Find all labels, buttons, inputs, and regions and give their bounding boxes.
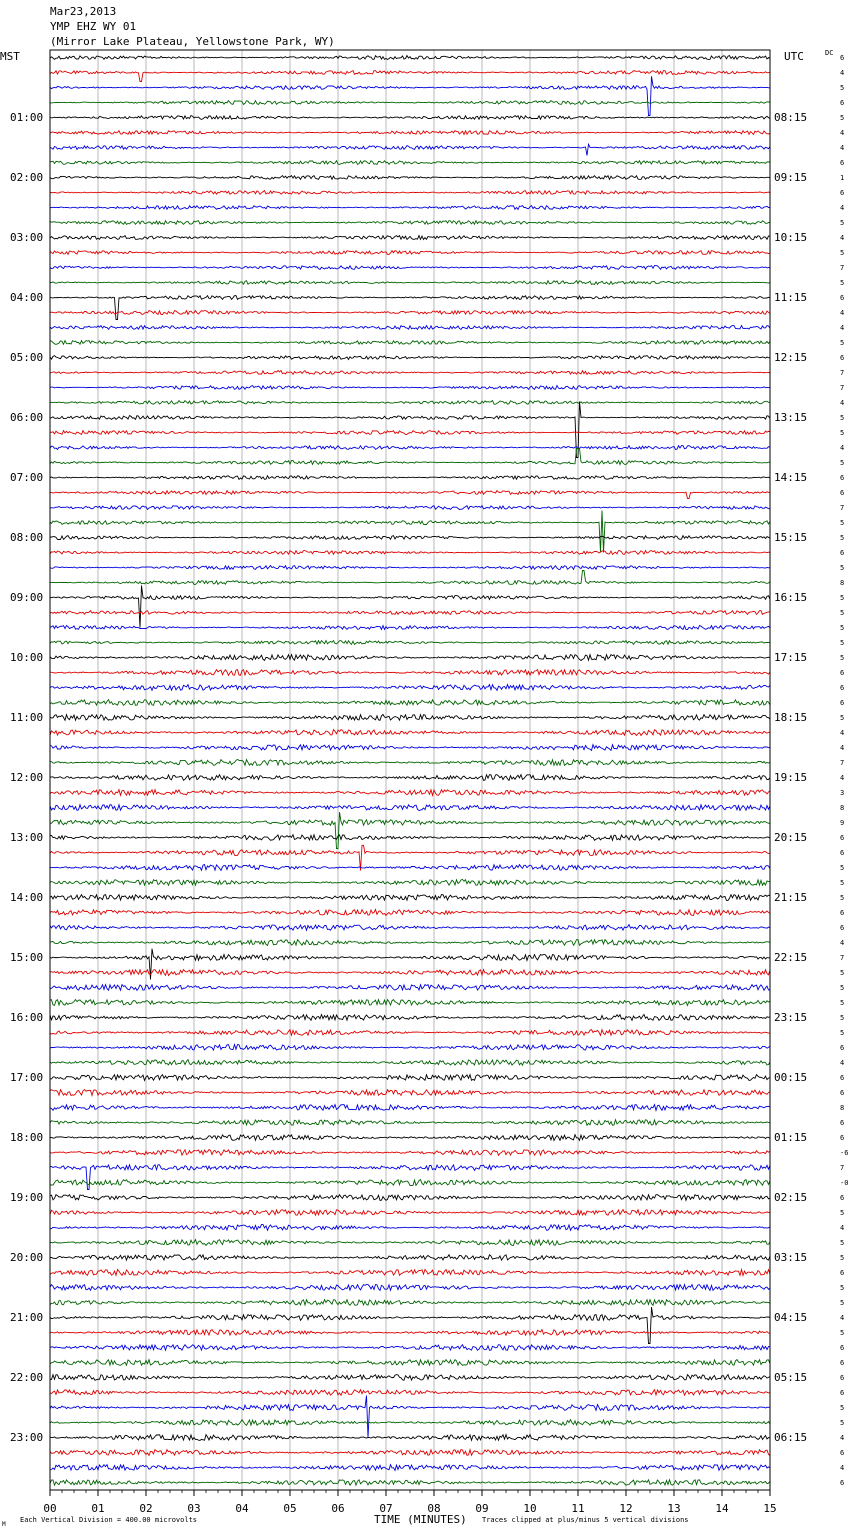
right-hour-label: 18:15	[774, 710, 808, 724]
dc-offset-value: 4	[840, 323, 845, 332]
vertical-division-note: Each Vertical Division = 400.00 microvolts	[20, 1516, 198, 1524]
dc-offset-value: 5	[840, 968, 845, 977]
left-hour-label: 16:00	[10, 1010, 44, 1024]
dc-offset-value: 7	[840, 263, 845, 272]
dc-offset-value: 4	[840, 773, 845, 782]
dc-offset-value: 4	[840, 233, 845, 242]
dc-offset-value: 1	[840, 173, 845, 182]
seismic-trace	[50, 730, 770, 736]
left-hour-label: 05:00	[10, 350, 44, 364]
left-hour-label: 10:00	[10, 650, 44, 664]
dc-offset-value: 5	[840, 638, 845, 647]
dc-offset-value: 4	[840, 398, 845, 407]
seismic-trace	[50, 586, 770, 628]
seismic-trace	[50, 1180, 770, 1186]
right-hour-label: 06:15	[774, 1430, 808, 1444]
dc-offset-value: 5	[840, 713, 845, 722]
dc-offset-value: 6	[840, 1388, 845, 1397]
station-name: YMP EHZ WY 01	[50, 20, 137, 33]
dc-offset-value: 4	[840, 203, 845, 212]
seismic-trace	[50, 1330, 770, 1336]
right-hour-label: 16:15	[774, 590, 808, 604]
x-tick-label: 12	[619, 1502, 633, 1515]
seismic-trace	[50, 56, 770, 60]
dc-offset-value: 5	[840, 1238, 845, 1247]
x-tick-label: 00	[43, 1502, 57, 1515]
seismic-trace	[50, 641, 770, 645]
dc-offset-value: 6	[840, 188, 845, 197]
dc-offset-value: 5	[840, 608, 845, 617]
dc-offset-value: 6	[840, 1193, 845, 1202]
seismic-trace	[50, 296, 770, 320]
seismic-trace	[50, 835, 770, 841]
dc-offset-value: 5	[840, 998, 845, 1007]
dc-offset-value: 5	[840, 623, 845, 632]
seismic-trace	[50, 191, 770, 195]
dc-offset-value: 5	[840, 1328, 845, 1337]
seismic-trace	[50, 865, 770, 871]
left-timezone-label: MST	[0, 50, 20, 63]
seismic-trace	[50, 925, 770, 931]
x-tick-label: 09	[475, 1502, 489, 1515]
seismic-trace	[50, 536, 770, 540]
dc-offset-value: 5	[840, 1253, 845, 1262]
seismic-trace	[50, 775, 770, 781]
left-hour-label: 08:00	[10, 530, 44, 544]
seismic-trace	[50, 1000, 770, 1006]
left-hour-label: 17:00	[10, 1070, 44, 1084]
dc-column-label: DC	[825, 49, 834, 57]
seismic-trace	[50, 1300, 770, 1306]
right-hour-label: 21:15	[774, 890, 808, 904]
seismic-trace	[50, 251, 770, 255]
right-hour-label: 10:15	[774, 230, 808, 244]
seismic-trace	[50, 326, 770, 330]
right-hour-label: 04:15	[774, 1310, 808, 1324]
seismic-trace	[50, 812, 770, 848]
x-tick-label: 08	[427, 1502, 441, 1515]
seismic-trace	[50, 1345, 770, 1351]
x-tick-label: 04	[235, 1502, 249, 1515]
dc-offset-value: 6	[840, 293, 845, 302]
right-hour-label: 14:15	[774, 470, 808, 484]
seismic-trace	[50, 910, 770, 916]
seismic-trace	[50, 940, 770, 946]
x-axis-ticks	[50, 1490, 770, 1496]
dc-offset-value: 5	[840, 338, 845, 347]
plot-frame	[50, 50, 770, 1490]
seismic-trace	[50, 446, 770, 450]
seismic-trace	[50, 1075, 770, 1081]
dc-offset-value: 5	[840, 1013, 845, 1022]
seismic-trace	[50, 1090, 770, 1096]
x-tick-label: 06	[331, 1502, 345, 1515]
seismic-trace	[50, 1450, 770, 1456]
clipping-note: Traces clipped at plus/minus 5 vertical divisions	[482, 1516, 689, 1524]
seismic-trace	[50, 236, 770, 240]
right-hour-label: 09:15	[774, 170, 808, 184]
dc-offset-value: 5	[840, 863, 845, 872]
dc-offset-value: 5	[840, 1283, 845, 1292]
dc-offset-value: 5	[840, 878, 845, 887]
dc-offset-value: 6	[840, 1118, 845, 1127]
left-hour-label: 09:00	[10, 590, 44, 604]
x-tick-label: 05	[283, 1502, 297, 1515]
right-hour-label: 11:15	[774, 290, 808, 304]
dc-offset-value: 6	[840, 1268, 845, 1277]
seismic-trace	[50, 760, 770, 766]
seismic-trace	[50, 431, 770, 435]
dc-offset-value: 4	[840, 728, 845, 737]
seismic-trace	[50, 144, 770, 155]
dc-offset-value: 4	[840, 443, 845, 452]
seismic-trace	[50, 1396, 770, 1438]
seismic-trace	[50, 1060, 770, 1066]
dc-offset-value: 5	[840, 893, 845, 902]
right-hour-label: 02:15	[774, 1190, 808, 1204]
right-hour-label: 19:15	[774, 770, 808, 784]
seismic-trace	[50, 1150, 770, 1156]
seismic-trace	[50, 551, 770, 555]
right-hour-label: 23:15	[774, 1010, 808, 1024]
dc-offset-value: 4	[840, 1223, 845, 1232]
dc-offset-value: 6	[840, 548, 845, 557]
x-tick-label: 01	[91, 1502, 105, 1515]
right-hour-label: 22:15	[774, 950, 808, 964]
left-hour-label: 15:00	[10, 950, 44, 964]
seismic-trace	[50, 1465, 770, 1471]
dc-offset-value: 4	[840, 68, 845, 77]
seismic-trace	[50, 700, 770, 706]
right-hour-label: 17:15	[774, 650, 808, 664]
seismic-trace	[50, 949, 770, 980]
dc-offset-value: 7	[840, 503, 845, 512]
dc-offset-value: 5	[840, 653, 845, 662]
seismic-trace	[50, 1015, 770, 1021]
dc-offset-value: -0	[840, 1178, 849, 1187]
seismic-trace	[50, 571, 770, 585]
seismic-trace	[50, 655, 770, 661]
seismic-trace	[50, 1390, 770, 1396]
dc-offset-value: 6	[840, 1043, 845, 1052]
seismic-trace	[50, 476, 770, 480]
dc-offset-value: 5	[840, 1418, 845, 1427]
seismic-trace	[50, 1307, 770, 1343]
dc-offset-value: 5	[840, 428, 845, 437]
dc-offset-value: 5	[840, 1028, 845, 1037]
seismic-trace	[50, 71, 770, 82]
dc-offset-value: 5	[840, 593, 845, 602]
x-tick-label: 14	[715, 1502, 729, 1515]
dc-offset-value: 3	[840, 788, 845, 797]
seismic-trace	[50, 116, 770, 120]
right-hour-label: 03:15	[774, 1250, 808, 1264]
left-hour-label: 14:00	[10, 890, 44, 904]
dc-offset-value: 4	[840, 128, 845, 137]
dc-offset-value: 4	[840, 143, 845, 152]
dc-offset-value: 6	[840, 698, 845, 707]
seismic-trace	[50, 805, 770, 811]
left-hour-label: 11:00	[10, 710, 44, 724]
left-hour-label: 03:00	[10, 230, 44, 244]
seismic-trace	[50, 206, 770, 210]
seismic-trace	[50, 1225, 770, 1231]
right-hour-label: 08:15	[774, 110, 808, 124]
dc-offset-value: 8	[840, 1103, 845, 1112]
seismic-trace	[50, 449, 770, 465]
dc-offset-value: -6	[840, 1148, 849, 1157]
dc-offset-value: 5	[840, 248, 845, 257]
left-hour-label: 04:00	[10, 290, 44, 304]
dc-offset-value: 5	[840, 518, 845, 527]
seismic-trace	[50, 685, 770, 691]
seismic-trace	[50, 1375, 770, 1381]
seismic-trace	[50, 1435, 770, 1441]
dc-offset-value: 6	[840, 908, 845, 917]
dc-offset-value: 6	[840, 353, 845, 362]
left-hour-label: 12:00	[10, 770, 44, 784]
seismic-trace	[50, 511, 770, 553]
seismic-trace	[50, 1255, 770, 1261]
dc-offset-value: 6	[840, 1343, 845, 1352]
seismic-trace	[50, 402, 770, 458]
corner-mark: M	[2, 1521, 6, 1528]
dc-offset-value: 5	[840, 413, 845, 422]
dc-offset-value: 6	[840, 1088, 845, 1097]
dc-offset-value: 5	[840, 983, 845, 992]
x-tick-label: 07	[379, 1502, 393, 1515]
seismic-trace	[50, 1105, 770, 1111]
seismic-traces	[50, 56, 770, 1486]
dc-offset-value: 5	[840, 458, 845, 467]
dc-offset-value: 4	[840, 1313, 845, 1322]
dc-offset-value: 6	[840, 98, 845, 107]
seismic-trace	[50, 1240, 770, 1246]
dc-offset-value: 4	[840, 1058, 845, 1067]
x-tick-label: 03	[187, 1502, 201, 1515]
dc-offset-value: 6	[840, 923, 845, 932]
seismic-trace	[50, 506, 770, 510]
seismic-trace	[50, 221, 770, 225]
seismic-trace	[50, 895, 770, 901]
seismic-trace	[50, 341, 770, 345]
seismic-trace	[50, 566, 770, 570]
dc-offset-value: 4	[840, 1433, 845, 1442]
dc-offset-value: 6	[840, 848, 845, 857]
right-hour-label: 12:15	[774, 350, 808, 364]
x-tick-label: 13	[667, 1502, 681, 1515]
left-hour-label: 01:00	[10, 110, 44, 124]
dc-offset-value: 6	[840, 1373, 845, 1382]
seismic-trace	[50, 715, 770, 721]
dc-offset-value: 5	[840, 278, 845, 287]
dc-offset-value: 7	[840, 368, 845, 377]
dc-offset-value: 5	[840, 533, 845, 542]
seismic-trace	[50, 281, 770, 285]
seismic-trace	[50, 1420, 770, 1426]
seismic-trace	[50, 1210, 770, 1216]
seismic-trace	[50, 1120, 770, 1126]
seismic-trace	[50, 970, 770, 976]
seismic-trace	[50, 880, 770, 886]
record-date: Mar23,2013	[50, 5, 117, 18]
seismic-trace	[50, 76, 770, 115]
dc-offset-value: 8	[840, 803, 845, 812]
seismic-trace	[50, 1045, 770, 1051]
seismic-trace	[50, 101, 770, 105]
dc-offset-value: 6	[840, 668, 845, 677]
x-tick-label: 10	[523, 1502, 537, 1515]
seismic-trace	[50, 401, 770, 405]
dc-offset-value: 4	[840, 938, 845, 947]
seismic-trace	[50, 1030, 770, 1036]
dc-offset-value: 4	[840, 308, 845, 317]
left-hour-label: 23:00	[10, 1430, 44, 1444]
dc-offset-value: 5	[840, 1208, 845, 1217]
dc-offset-value: 6	[840, 473, 845, 482]
x-tick-label: 11	[571, 1502, 585, 1515]
seismic-trace	[50, 386, 770, 390]
dc-offset-value: 6	[840, 1133, 845, 1142]
left-hour-label: 07:00	[10, 470, 44, 484]
dc-offset-value: 6	[840, 158, 845, 167]
right-hour-label: 15:15	[774, 530, 808, 544]
right-hour-label: 00:15	[774, 1070, 808, 1084]
vertical-gridlines	[98, 50, 722, 1490]
dc-offset-value: 6	[840, 1358, 845, 1367]
dc-offset-value: 5	[840, 1298, 845, 1307]
dc-offset-value: 7	[840, 383, 845, 392]
seismic-trace	[50, 1135, 770, 1141]
right-hour-label: 13:15	[774, 410, 808, 424]
left-hour-label: 19:00	[10, 1190, 44, 1204]
seismic-trace	[50, 176, 770, 180]
dc-offset-value: 6	[840, 1073, 845, 1082]
seismic-trace	[50, 491, 770, 499]
seismic-trace	[50, 266, 770, 270]
right-hour-label: 20:15	[774, 830, 808, 844]
left-hour-label: 06:00	[10, 410, 44, 424]
seismic-trace	[50, 1480, 770, 1486]
left-hour-label: 02:00	[10, 170, 44, 184]
seismic-trace	[50, 161, 770, 165]
dc-offset-value: 7	[840, 953, 845, 962]
dc-offset-value: 8	[840, 578, 845, 587]
seismic-trace	[50, 745, 770, 751]
seismic-trace	[50, 1270, 770, 1276]
seismic-trace	[50, 670, 770, 676]
left-hour-label: 18:00	[10, 1130, 44, 1144]
dc-offset-value: 4	[840, 743, 845, 752]
left-hour-label: 20:00	[10, 1250, 44, 1264]
dc-offset-value: 5	[840, 1403, 845, 1412]
seismic-trace	[50, 611, 770, 615]
left-hour-label: 22:00	[10, 1370, 44, 1384]
right-hour-label: 05:15	[774, 1370, 808, 1384]
seismic-trace	[50, 1285, 770, 1291]
seismic-trace	[50, 626, 770, 630]
seismic-trace	[50, 356, 770, 360]
dc-offset-value: 5	[840, 563, 845, 572]
seismic-trace	[50, 1195, 770, 1201]
station-location: (Mirror Lake Plateau, Yellowstone Park, WY)	[50, 35, 335, 48]
dc-offset-value: 4	[840, 1463, 845, 1472]
dc-offset-value: 6	[840, 488, 845, 497]
seismic-trace	[50, 790, 770, 796]
dc-offset-value: 5	[840, 218, 845, 227]
dc-offset-value: 6	[840, 53, 845, 62]
left-hour-label: 21:00	[10, 1310, 44, 1324]
dc-offset-value: 7	[840, 758, 845, 767]
dc-offset-value: 6	[840, 1448, 845, 1457]
left-hour-label: 13:00	[10, 830, 44, 844]
x-tick-label: 02	[139, 1502, 153, 1515]
dc-offset-value: 6	[840, 683, 845, 692]
seismic-trace	[50, 371, 770, 375]
seismic-trace	[50, 311, 770, 315]
seismic-trace	[50, 131, 770, 135]
dc-offset-value: 9	[840, 818, 845, 827]
dc-offset-value: 5	[840, 113, 845, 122]
x-tick-label: 15	[763, 1502, 777, 1515]
right-hour-label: 01:15	[774, 1130, 808, 1144]
dc-offset-value: 6	[840, 1478, 845, 1487]
x-axis-label: TIME (MINUTES)	[374, 1513, 467, 1526]
dc-offset-value: 6	[840, 833, 845, 842]
dc-offset-value: 5	[840, 83, 845, 92]
seismic-trace	[50, 985, 770, 991]
dc-offset-value: 7	[840, 1163, 845, 1172]
right-timezone-label: UTC	[784, 50, 804, 63]
seismic-trace	[50, 1360, 770, 1366]
